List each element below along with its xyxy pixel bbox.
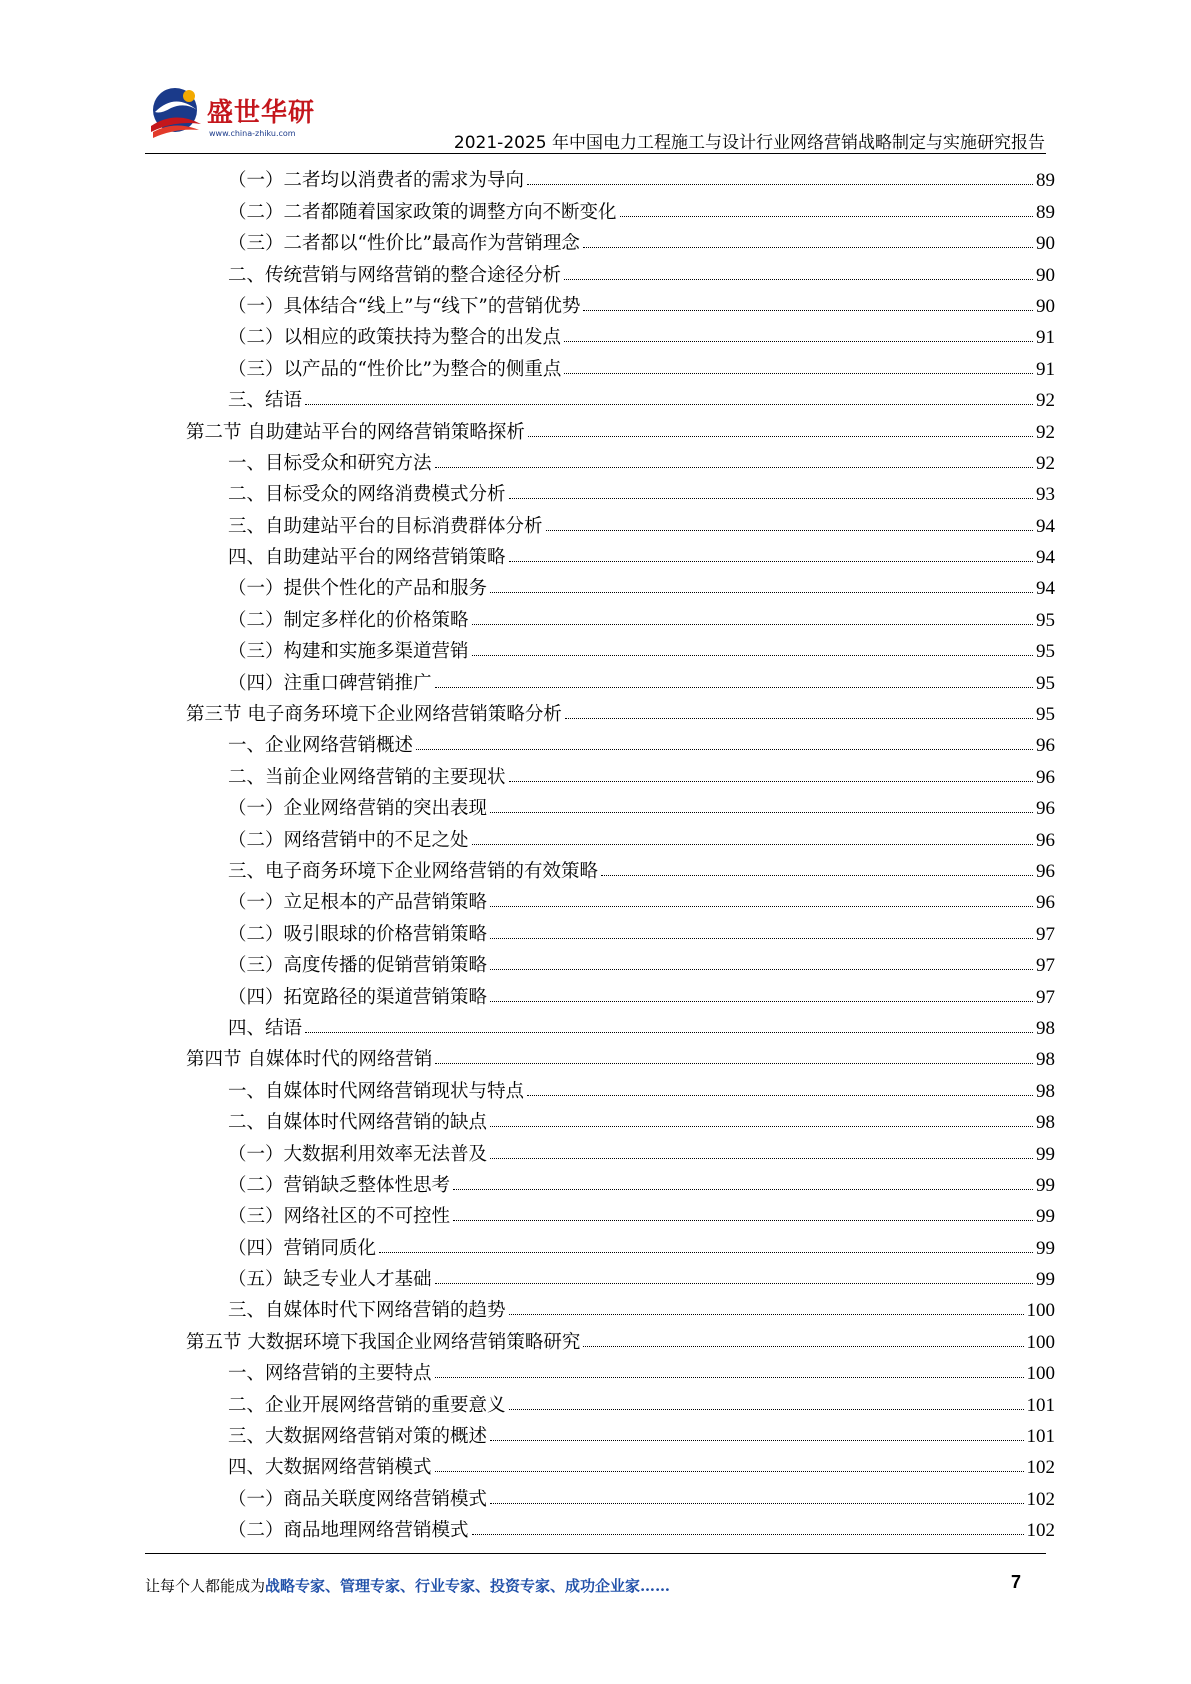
toc-leader-dots (528, 436, 1033, 437)
toc-leader-dots (490, 1001, 1033, 1002)
toc-entry[interactable] (186, 632, 1055, 663)
toc-entry-page: 92 (1036, 452, 1055, 474)
toc-entry-page: 97 (1036, 923, 1055, 945)
toc-leader-dots (490, 1503, 1023, 1504)
toc-entry-label: 一、自媒体时代网络营销现状与特点 (228, 1080, 525, 1102)
toc-entry-label: （二）制定多样化的价格策略 (228, 609, 469, 631)
toc-leader-dots (490, 1126, 1033, 1127)
toc-entry[interactable] (186, 663, 1055, 694)
toc-entry[interactable] (186, 1417, 1055, 1448)
toc-entry-label: 三、自助建站平台的目标消费群体分析 (228, 515, 543, 537)
toc-entry[interactable] (186, 600, 1055, 631)
toc-entry-label: （三）以产品的“性价比”为整合的侧重点 (228, 358, 562, 380)
toc-leader-dots (583, 247, 1033, 248)
toc-entry[interactable] (186, 1354, 1055, 1385)
toc-leader-dots (490, 906, 1033, 907)
toc-entry-label: 二、当前企业网络营销的主要现状 (228, 766, 506, 788)
toc-entry-label: （三）构建和实施多渠道营销 (228, 641, 469, 663)
footer-slogan-prefix: 让每个人都能成为 (145, 1577, 266, 1595)
toc-entry-page: 97 (1036, 955, 1055, 977)
toc-leader-dots (601, 875, 1033, 876)
toc-leader-dots (472, 624, 1033, 625)
toc-entry-page: 97 (1036, 986, 1055, 1008)
toc-entry[interactable] (186, 381, 1055, 412)
toc-leader-dots (583, 1346, 1023, 1347)
toc-leader-dots (546, 530, 1033, 531)
toc-entry-page: 102 (1026, 1520, 1055, 1542)
toc-entry-label: （四）营销同质化 (228, 1237, 377, 1259)
toc-entry-page: 95 (1036, 672, 1055, 694)
toc-entry-label: （五）缺乏专业人才基础 (228, 1269, 432, 1291)
toc-entry[interactable] (186, 1040, 1055, 1071)
toc-entry-label: 二、传统营销与网络营销的整合途径分析 (228, 264, 562, 286)
toc-entry-page: 100 (1026, 1300, 1055, 1322)
toc-leader-dots (435, 1063, 1033, 1064)
toc-entry[interactable] (186, 1479, 1055, 1510)
toc-entry[interactable] (186, 1448, 1055, 1479)
toc-entry[interactable] (186, 349, 1055, 380)
toc-entry-page: 98 (1036, 1017, 1055, 1039)
toc-entry-page: 95 (1036, 641, 1055, 663)
toc-entry[interactable] (186, 1009, 1055, 1040)
toc-leader-dots (565, 718, 1033, 719)
toc-entry-page: 99 (1036, 1174, 1055, 1196)
toc-entry[interactable] (186, 569, 1055, 600)
toc-entry[interactable] (186, 412, 1055, 443)
toc-leader-dots (509, 498, 1033, 499)
toc-entry[interactable] (186, 1197, 1055, 1228)
toc-entry-label: （二）网络营销中的不足之处 (228, 829, 469, 851)
toc-leader-dots (472, 655, 1033, 656)
toc-entry-page: 102 (1026, 1488, 1055, 1510)
toc-entry-page: 90 (1036, 264, 1055, 286)
toc-leader-dots (435, 687, 1033, 688)
toc-entry-label: （三）二者都以“性价比”最高作为营销理念 (228, 233, 580, 255)
toc-entry-page: 92 (1036, 390, 1055, 412)
toc-entry-label: 第三节 电子商务环境下企业网络营销策略分析 (186, 704, 562, 726)
toc-entry-page: 95 (1036, 704, 1055, 726)
toc-entry-page: 99 (1036, 1206, 1055, 1228)
toc-leader-dots (453, 1189, 1033, 1190)
toc-entry-page: 94 (1036, 547, 1055, 569)
toc-entry[interactable] (186, 1385, 1055, 1416)
toc-entry-label: （四）注重口碑营销推广 (228, 672, 432, 694)
toc-entry-page: 91 (1036, 358, 1055, 380)
footer-slogan-highlight: 战略专家、管理专家、行业专家、投资专家、成功企业家…… (265, 1577, 671, 1595)
toc-entry-label: （一）企业网络营销的突出表现 (228, 798, 488, 820)
table-of-contents (186, 161, 1055, 1542)
toc-entry-label: （一）立足根本的产品营销策略 (228, 892, 488, 914)
toc-leader-dots (509, 1314, 1024, 1315)
logo-url: www.china-zhiku.com (209, 129, 296, 138)
toc-entry-page: 100 (1026, 1331, 1055, 1353)
toc-leader-dots (305, 404, 1033, 405)
toc-leader-dots (527, 1095, 1033, 1096)
toc-entry-label: （一）具体结合“线上”与“线下”的营销优势 (228, 295, 581, 317)
toc-entry-label: 三、大数据网络营销对策的概述 (228, 1426, 488, 1448)
toc-leader-dots (416, 749, 1033, 750)
toc-entry[interactable] (186, 789, 1055, 820)
toc-entry-page: 98 (1036, 1080, 1055, 1102)
toc-entry[interactable] (186, 914, 1055, 945)
toc-entry[interactable] (186, 1134, 1055, 1165)
toc-entry-page: 99 (1036, 1269, 1055, 1291)
toc-entry-label: 二、自媒体时代网络营销的缺点 (228, 1112, 488, 1134)
header-divider (145, 153, 1046, 154)
toc-leader-dots (490, 1158, 1033, 1159)
toc-entry-label: 三、电子商务环境下企业网络营销的有效策略 (228, 860, 599, 882)
toc-entry-page: 89 (1036, 201, 1055, 223)
toc-leader-dots (490, 812, 1033, 813)
toc-entry-page: 96 (1036, 860, 1055, 882)
toc-leader-dots (509, 781, 1033, 782)
footer-divider (145, 1553, 1046, 1554)
toc-leader-dots (305, 1032, 1033, 1033)
toc-entry[interactable] (186, 224, 1055, 255)
page-number: 7 (1010, 1572, 1021, 1592)
toc-entry-page: 90 (1036, 295, 1055, 317)
logo-text: 盛世华研 (207, 98, 316, 128)
toc-leader-dots (509, 1409, 1024, 1410)
toc-entry-label: 二、目标受众的网络消费模式分析 (228, 484, 506, 506)
toc-entry[interactable] (186, 475, 1055, 506)
toc-entry[interactable] (186, 506, 1055, 537)
toc-leader-dots (435, 467, 1033, 468)
toc-entry-label: 四、大数据网络营销模式 (228, 1457, 432, 1479)
toc-entry-page: 101 (1026, 1426, 1055, 1448)
toc-entry[interactable] (186, 287, 1055, 318)
toc-entry-page: 96 (1036, 735, 1055, 757)
toc-entry-page: 100 (1026, 1363, 1055, 1385)
toc-entry[interactable] (186, 1511, 1055, 1542)
toc-entry-label: （二）营销缺乏整体性思考 (228, 1174, 451, 1196)
toc-entry[interactable] (186, 192, 1055, 223)
toc-entry-label: 二、企业开展网络营销的重要意义 (228, 1394, 506, 1416)
toc-entry-label: （二）商品地理网络营销模式 (228, 1520, 469, 1542)
toc-entry-page: 92 (1036, 421, 1055, 443)
toc-entry-page: 96 (1036, 766, 1055, 788)
toc-leader-dots (435, 1471, 1024, 1472)
toc-entry-label: （四）拓宽路径的渠道营销策略 (228, 986, 488, 1008)
toc-entry-label: 第四节 自媒体时代的网络营销 (186, 1049, 433, 1071)
toc-entry-label: （一）大数据利用效率无法普及 (228, 1143, 488, 1165)
toc-entry-label: （三）网络社区的不可控性 (228, 1206, 451, 1228)
toc-entry-page: 99 (1036, 1143, 1055, 1165)
toc-entry-page: 98 (1036, 1112, 1055, 1134)
toc-entry-label: （二）二者都随着国家政策的调整方向不断变化 (228, 201, 617, 223)
toc-entry-page: 98 (1036, 1049, 1055, 1071)
toc-leader-dots (564, 279, 1033, 280)
toc-entry[interactable] (186, 1071, 1055, 1102)
footer-slogan (145, 1575, 670, 1596)
toc-entry-page: 96 (1036, 892, 1055, 914)
toc-entry-label: 一、目标受众和研究方法 (228, 452, 432, 474)
page-header (0, 0, 1191, 160)
toc-entry-label: 一、企业网络营销概述 (228, 735, 414, 757)
toc-entry[interactable] (186, 318, 1055, 349)
toc-entry[interactable] (186, 1166, 1055, 1197)
toc-leader-dots (490, 592, 1033, 593)
toc-entry[interactable] (186, 852, 1055, 883)
toc-entry-label: （二）以相应的政策扶持为整合的出发点 (228, 327, 562, 349)
toc-entry[interactable] (186, 883, 1055, 914)
toc-entry[interactable] (186, 726, 1055, 757)
toc-entry-label: 四、结语 (228, 1017, 303, 1039)
toc-entry-label: （三）高度传播的促销营销策略 (228, 955, 488, 977)
toc-entry-page: 94 (1036, 515, 1055, 537)
toc-entry-page: 95 (1036, 609, 1055, 631)
toc-entry-page: 96 (1036, 829, 1055, 851)
toc-entry[interactable] (186, 757, 1055, 788)
toc-entry[interactable] (186, 695, 1055, 726)
toc-entry[interactable] (186, 1322, 1055, 1353)
document-title: 2021-2025 年中国电力工程施工与设计行业网络营销战略制定与实施研究报告 (453, 133, 1045, 153)
toc-leader-dots (583, 310, 1033, 311)
toc-entry-label: 第二节 自助建站平台的网络营销策略探析 (186, 421, 525, 443)
toc-entry-label: （一）提供个性化的产品和服务 (228, 578, 488, 600)
toc-entry-label: 三、自媒体时代下网络营销的趋势 (228, 1300, 506, 1322)
toc-entry[interactable] (186, 1260, 1055, 1291)
toc-entry-page: 91 (1036, 327, 1055, 349)
toc-entry-label: 四、自助建站平台的网络营销策略 (228, 547, 506, 569)
toc-entry-label: 三、结语 (228, 390, 303, 412)
toc-entry[interactable] (186, 538, 1055, 569)
toc-entry[interactable] (186, 1103, 1055, 1134)
company-logo (145, 82, 315, 152)
toc-entry-page: 101 (1026, 1394, 1055, 1416)
toc-entry-page: 102 (1026, 1457, 1055, 1479)
toc-entry[interactable] (186, 820, 1055, 851)
toc-leader-dots (509, 561, 1033, 562)
toc-leader-dots (379, 1252, 1033, 1253)
toc-entry[interactable] (186, 946, 1055, 977)
toc-entry-page: 90 (1036, 233, 1055, 255)
toc-entry-label: （一）商品关联度网络营销模式 (228, 1488, 488, 1510)
toc-leader-dots (527, 184, 1033, 185)
toc-entry-label: （二）吸引眼球的价格营销策略 (228, 923, 488, 945)
toc-entry-label: （一）二者均以消费者的需求为导向 (228, 170, 525, 192)
toc-entry-page: 93 (1036, 484, 1055, 506)
toc-entry[interactable] (186, 1228, 1055, 1259)
toc-entry-page: 99 (1036, 1237, 1055, 1259)
toc-leader-dots (490, 1440, 1023, 1441)
toc-entry-label: 一、网络营销的主要特点 (228, 1363, 432, 1385)
toc-entry-page: 89 (1036, 170, 1055, 192)
toc-leader-dots (435, 1377, 1024, 1378)
toc-leader-dots (490, 938, 1033, 939)
toc-entry[interactable] (186, 444, 1055, 475)
toc-entry-page: 96 (1036, 798, 1055, 820)
toc-entry-page: 94 (1036, 578, 1055, 600)
toc-leader-dots (490, 969, 1033, 970)
toc-entry-label: 第五节 大数据环境下我国企业网络营销策略研究 (186, 1331, 581, 1353)
toc-entry[interactable] (186, 255, 1055, 286)
toc-leader-dots (435, 1283, 1033, 1284)
toc-leader-dots (472, 844, 1033, 845)
toc-entry[interactable] (186, 1291, 1055, 1322)
toc-leader-dots (472, 1534, 1024, 1535)
toc-leader-dots (564, 341, 1033, 342)
logo-emblem-icon (145, 82, 207, 144)
toc-entry[interactable] (186, 977, 1055, 1008)
toc-leader-dots (453, 1220, 1033, 1221)
toc-leader-dots (620, 216, 1033, 217)
toc-leader-dots (564, 373, 1033, 374)
toc-entry[interactable] (186, 161, 1055, 192)
